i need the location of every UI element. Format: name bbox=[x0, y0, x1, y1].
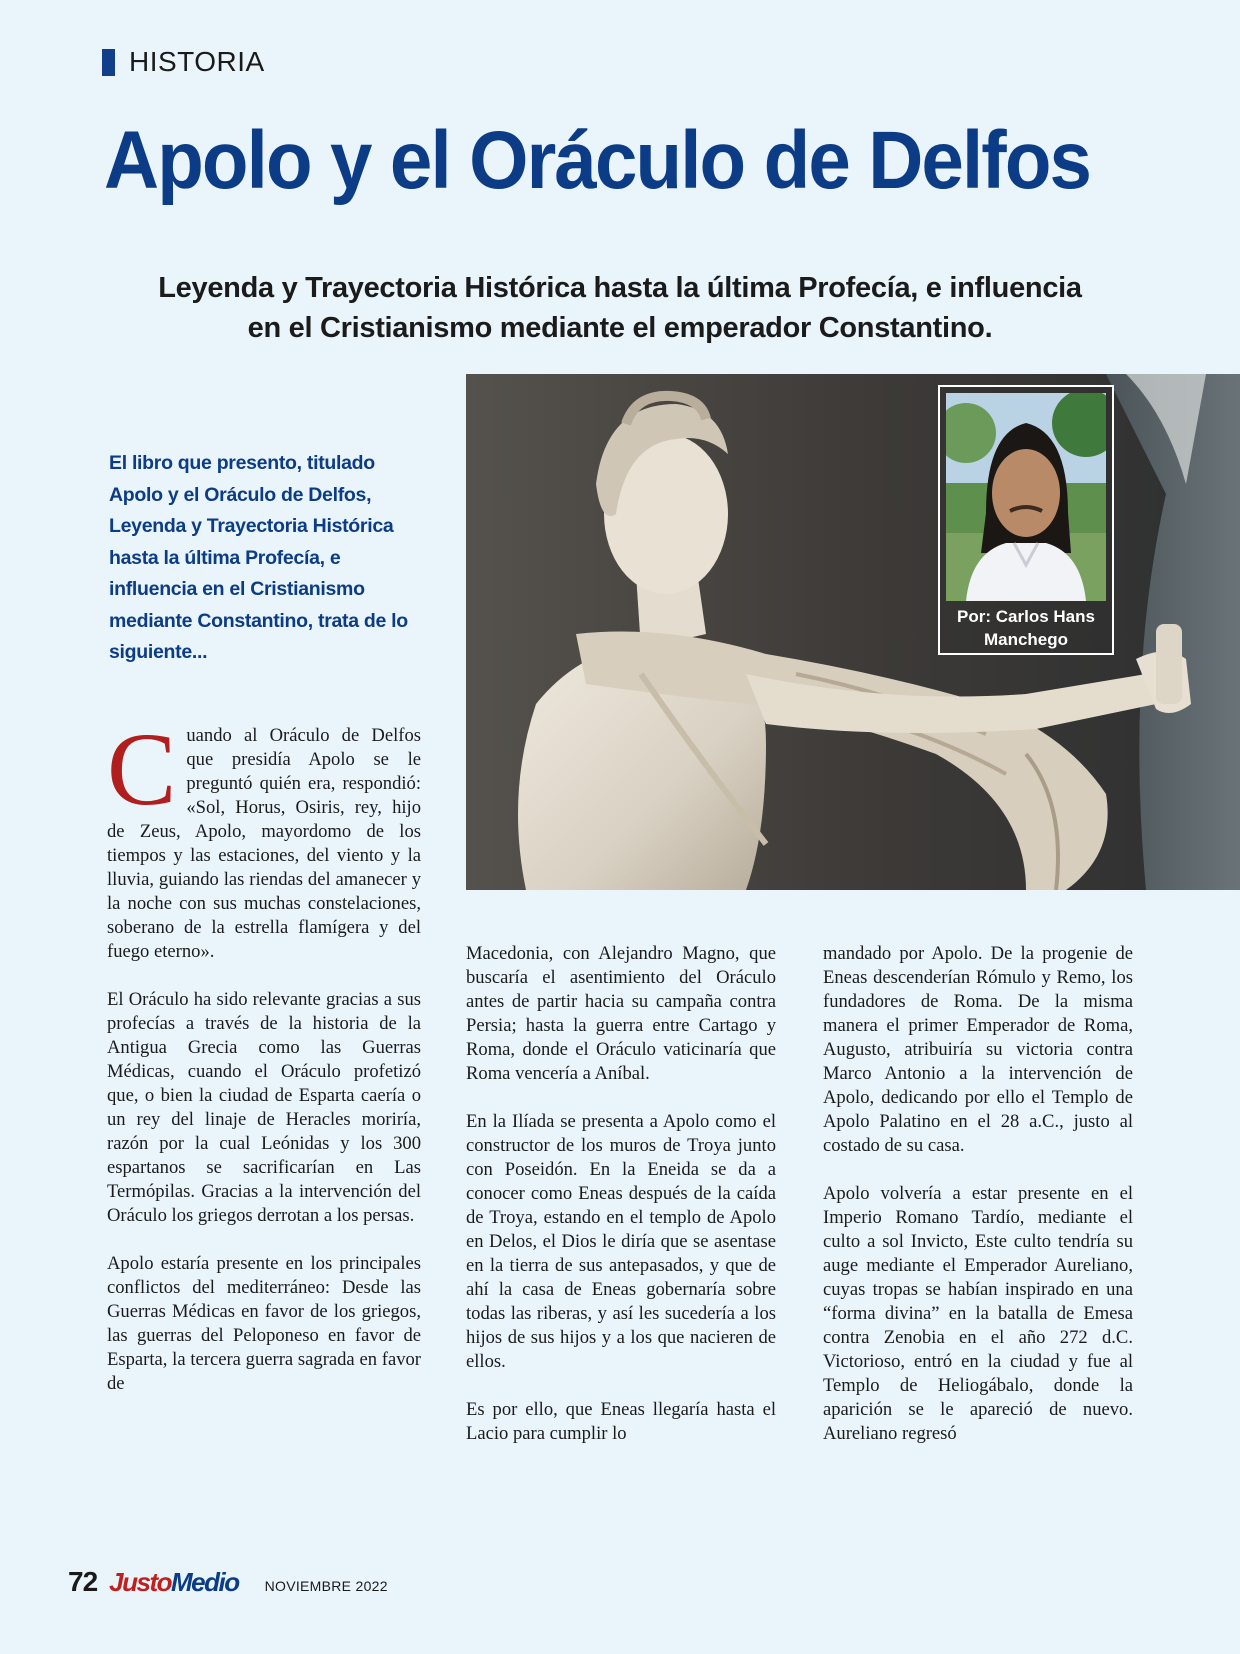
author-box bbox=[938, 385, 1114, 655]
author-caption-line-1: Por: Carlos Hans bbox=[957, 607, 1095, 626]
article-column-1 bbox=[107, 712, 421, 1420]
author-photo-illustration bbox=[946, 393, 1106, 601]
statue-illustration bbox=[466, 374, 1240, 890]
issue-date: NOVIEMBRE 2022 bbox=[264, 1578, 388, 1594]
section-marker bbox=[102, 49, 115, 76]
paragraph: Apolo estaría presente en los principales conflictos del mediterráneo: Desde las Guerras Médicas en favor de los griegos, las guerras del Peloponeso en favor de Esparta, la tercera guerra sagrada en favor de bbox=[107, 1253, 421, 1394]
intro-blurb: El libro que presento, titulado Apolo y el Oráculo de Delfos, Leyenda y Trayectoria Histórica hasta la última Profecía, e influencia en el Cristianismo mediante Constantino, trata de lo siguiente... bbox=[109, 452, 408, 663]
section-tag bbox=[102, 48, 265, 76]
paragraph: mandado por Apolo. De la progenie de Eneas descenderían Rómulo y Remo, los fundadores de Roma. De la misma manera el primer Emperador de Roma, Augusto, atribuiría su victoria contra Marco Antonio a la intervención de Apolo, dedicando por ello el Templo de Apolo Palatino en el 28 a.C., justo al costado de su casa. bbox=[823, 943, 1133, 1156]
paragraph: El Oráculo ha sido relevante gracias a sus profecías a través de la historia de la Antigua Grecia como las Guerras Médicas, cuando el Oráculo profetizó que, o bien la ciudad de Esparta caería o un rey del linaje de Heracles moriría, razón por la cual Leónidas y los 300 espartanos se sacrificarían en Las Termópilas. Gracias a la intervención del Oráculo los griegos derrotan a los persas. bbox=[107, 989, 421, 1226]
author-caption-line-2: Manchego bbox=[983, 630, 1069, 649]
article-column-2 bbox=[466, 942, 776, 1470]
magazine-logo bbox=[109, 1567, 238, 1598]
author-portrait bbox=[946, 393, 1106, 601]
logo-part-medio: Medio bbox=[171, 1567, 239, 1597]
article-subtitle bbox=[110, 268, 1130, 348]
subtitle-line-2: en el Cristianismo mediante el emperador Constantino. bbox=[247, 312, 993, 344]
paragraph: Macedonia, con Alejandro Magno, que buscaría el asentimiento del Oráculo antes de partir hacia su campaña contra Persia; hasta la guerra entre Cartago y Roma, donde el Oráculo vaticinaría que Roma vencería a Aníbal. bbox=[466, 943, 776, 1084]
paragraph: En la Ilíada se presenta a Apolo como el constructor de los muros de Troya junto con Poseidón. En la Eneida se da a conocer como Eneas después de la caída de Troya, estando en el templo de Apolo en Delos, el Dios le diría que se asentase en la tierra de sus antepasados, y que de ahí la casa de Eneas gobernaría sobre todas las riberas, y así les sucedería a los hijos de sus hijos y a los que nacieren de ellos. bbox=[466, 1111, 776, 1372]
drop-cap: C bbox=[107, 712, 177, 827]
logo-part-justo: Justo bbox=[109, 1567, 171, 1597]
paragraph-text: uando al Oráculo de Delfos que presidía Apolo se le preguntó quién era, respondió: «Sol, Horus, Osiris, rey, hijo de Zeus, Apolo, mayordomo de los tiempos y las estaciones, del viento y la lluvia, guiando las riendas del amanecer y la noche con sus muchas constelaciones, soberano de la estrella flamígera y del fuego eterno». bbox=[107, 725, 421, 962]
paragraph bbox=[107, 712, 421, 964]
article-column-3 bbox=[823, 942, 1133, 1470]
section-label: HISTORIA bbox=[129, 46, 265, 77]
paragraph: Es por ello, que Eneas llegaría hasta el Lacio para cumplir lo bbox=[466, 1399, 776, 1444]
author-caption bbox=[940, 605, 1112, 651]
article-title: Apolo y el Oráculo de Delfos bbox=[104, 115, 1091, 206]
page-footer bbox=[68, 1566, 388, 1606]
page-number: 72 bbox=[68, 1566, 98, 1597]
subtitle-line-1: Leyenda y Trayectoria Histórica hasta la última Profecía, e influencia bbox=[158, 272, 1082, 304]
apollo-statue-photo bbox=[466, 374, 1240, 890]
paragraph: Apolo volvería a estar presente en el Imperio Romano Tardío, mediante el culto a sol Invicto, Este culto tendría su auge mediante el Emperador Aureliano, cuyas tropas se habían inspirado en una “forma divina” en la batalla de Emesa contra Zenobia en el año 272 d.C. Victorioso, entró en la ciudad y fue al Templo de Heliogábalo, donde la aparición se le apareció de nuevo. Aureliano regresó bbox=[823, 1183, 1133, 1444]
